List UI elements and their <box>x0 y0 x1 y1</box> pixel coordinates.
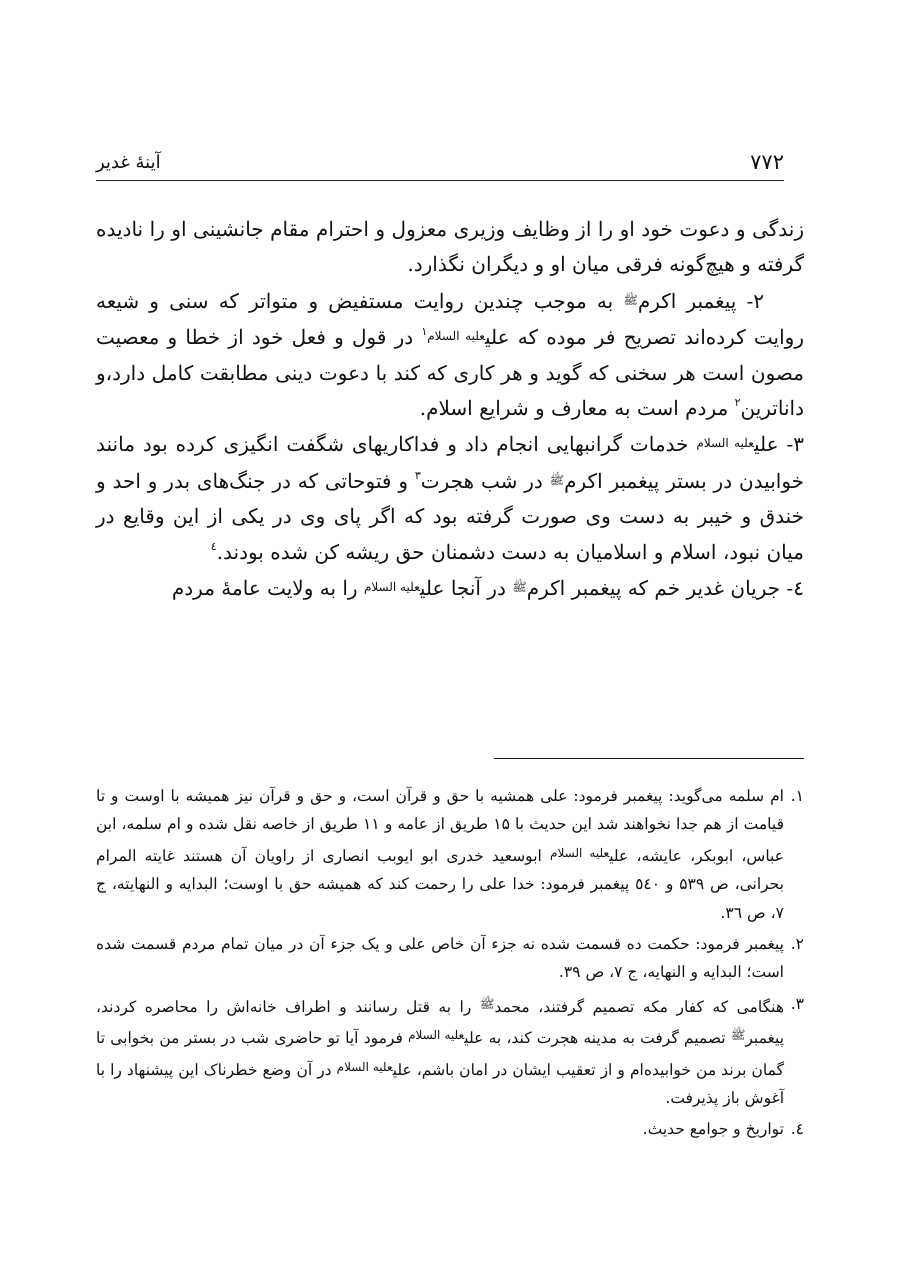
honorific-mark: علیه السلام <box>363 580 420 595</box>
header-rule <box>96 180 784 181</box>
main-text <box>96 212 804 606</box>
footnote-1 <box>96 782 804 927</box>
footnote-text-part: فرمود آیا تو حاضری شب در بستر من بخوابی تا گمان برند من خوابیده‌ام و از تعقیب ایشان در امان باشم، علی <box>96 1029 784 1079</box>
footnote-2 <box>96 930 804 987</box>
paragraph-text: ٤- جریان غدیر خم که پیغمبر اکرم <box>526 576 804 601</box>
paragraph-text: ۲- پیغمبر اکرم <box>637 288 764 313</box>
honorific-mark: ﷺ <box>623 292 638 307</box>
footnote-4 <box>96 1115 804 1143</box>
footnote-text-part: هنگامی که کفار مکه تصمیم گرفتند، محمد <box>494 997 784 1016</box>
paragraph-text: در آنجا علی <box>419 576 513 601</box>
honorific-mark: علیه السلام <box>336 1059 393 1074</box>
paragraph-text: ۳- علی <box>753 432 804 457</box>
footnote-text <box>96 782 784 927</box>
footnote-text-part: تصمیم گرفت به مدینه هجرت کند، به علی <box>464 1029 731 1048</box>
paragraph-text: را به ولایت عامهٔ مردم <box>171 576 364 601</box>
paragraph-text: خدمات گرانبهایی انجام داد و فداکاریهای شگفت انگیزی کرده بود مانند خوابیدن در بستر پیغمبر اکرم <box>96 432 805 493</box>
footnote-number: ۱. <box>790 787 804 805</box>
footnote-text-part: را به قتل رسانند و اطراف خانه‌اش را محاصره کردند، پیغمبر <box>96 997 785 1048</box>
footnote-text-part: ام سلمه می‌گوید: پیغمبر فرمود: علی همشیه با حق و قرآن است، و حق و قرآن نیز همیشه با اوست و تا قیامت از هم جدا نخواهند شد این حدیث با ۱۵ طریق از عامه و ۱۱ طریق از خاصه نقل شده و ام سلمه، ابن عباس، ابوبکر، عایشه، علی <box>96 787 784 865</box>
footnote-text-part: ابوسعید خدری ابو ایوبب انصاری از راویان آن هستند غایته المرام بحرانی، ص ۵۳۹ و ٥٤٠ پیغمبر فرمود: خدا علی را رحمت کند که همیشه حق با اوست؛ البدایه و النهایته، ج ۷، ص ۳٦. <box>96 846 784 922</box>
page-number: ۷۷۲ <box>750 150 784 174</box>
book-title: آینهٔ غدیر <box>96 152 161 173</box>
honorific-mark: علیه السلام <box>550 845 610 860</box>
paragraph-text: به موجب چندین روایت مستفیض و متواتر که سنی و شیعه روایت کرده‌اند تصریح فر موده که علی <box>96 288 804 350</box>
honorific-mark: علیه السلام <box>696 436 754 451</box>
footnote-ref-3[interactable]: ۳ <box>414 468 421 482</box>
paragraph-2 <box>96 283 804 427</box>
paragraph-text: مردم است به معارف و شرایع اسلام. <box>419 396 735 421</box>
footnote-separator <box>494 758 804 759</box>
paragraph-1 <box>96 212 804 283</box>
honorific-mark: علیه السلام <box>408 1028 465 1043</box>
footnote-number: ۲. <box>790 935 804 954</box>
footnote-number: ٤. <box>790 1120 804 1139</box>
footnote-text: تواریخ و جوامع حدیث. <box>642 1120 784 1139</box>
footnote-text: پیغمبر فرمود: حکمت ده قسمت شده نه جزء آن خاص علی و یک جزء آن در میان تمام مردم قسمت شده است؛ البدایه و النهایه، ج ۷، ص ۳۹. <box>96 935 784 982</box>
honorific-mark: ﷺ <box>479 996 495 1011</box>
honorific-mark: ﷺ <box>549 472 565 487</box>
footnote-text <box>96 990 784 1113</box>
paragraph-4 <box>96 570 804 606</box>
paragraph-3 <box>96 426 804 570</box>
footnotes <box>96 782 804 1147</box>
footnote-ref-2[interactable]: ۲ <box>734 396 741 410</box>
paragraph-text: در قول و فعل خود از خطا و معصیت مصون است هر سخنی که گوید و هر کاری که کند با دعوت دینی مطابقت کامل دارد،و داناترین <box>96 325 804 421</box>
footnote-ref-4[interactable]: ٤ <box>210 539 217 553</box>
paragraph-text: در شب هجرت <box>420 468 550 493</box>
honorific-mark: علیه السلام <box>427 329 485 344</box>
honorific-mark: ﷺ <box>730 1028 746 1043</box>
running-header <box>96 144 784 184</box>
footnote-number: ۳. <box>790 994 804 1013</box>
footnote-ref-1[interactable]: ۱ <box>421 325 428 339</box>
honorific-mark: ﷺ <box>512 580 527 595</box>
paragraph-text: زندگی و دعوت خود او را از وظایف وزیری معزول و احترام مقام جانشینی او را نادیده گرفته و هیچ‌گونه فرقی میان او و دیگران نگذارد. <box>96 217 804 277</box>
footnote-3 <box>96 990 804 1113</box>
paragraph-text: و فتوحاتی که در جنگ‌های بدر و احد و خندق و خیبر به دست وی صورت گرفته بود که اگر پای وی در یکی از این وقایع در میان نبود، اسلام و اسلامیان به دست دشمنان حق ریشه کن شده بودند. <box>96 468 804 564</box>
footnote-text-part: در آن وضع خطرناک این پیشنهاد را با آغوش باز پذیرفت. <box>96 1060 784 1108</box>
